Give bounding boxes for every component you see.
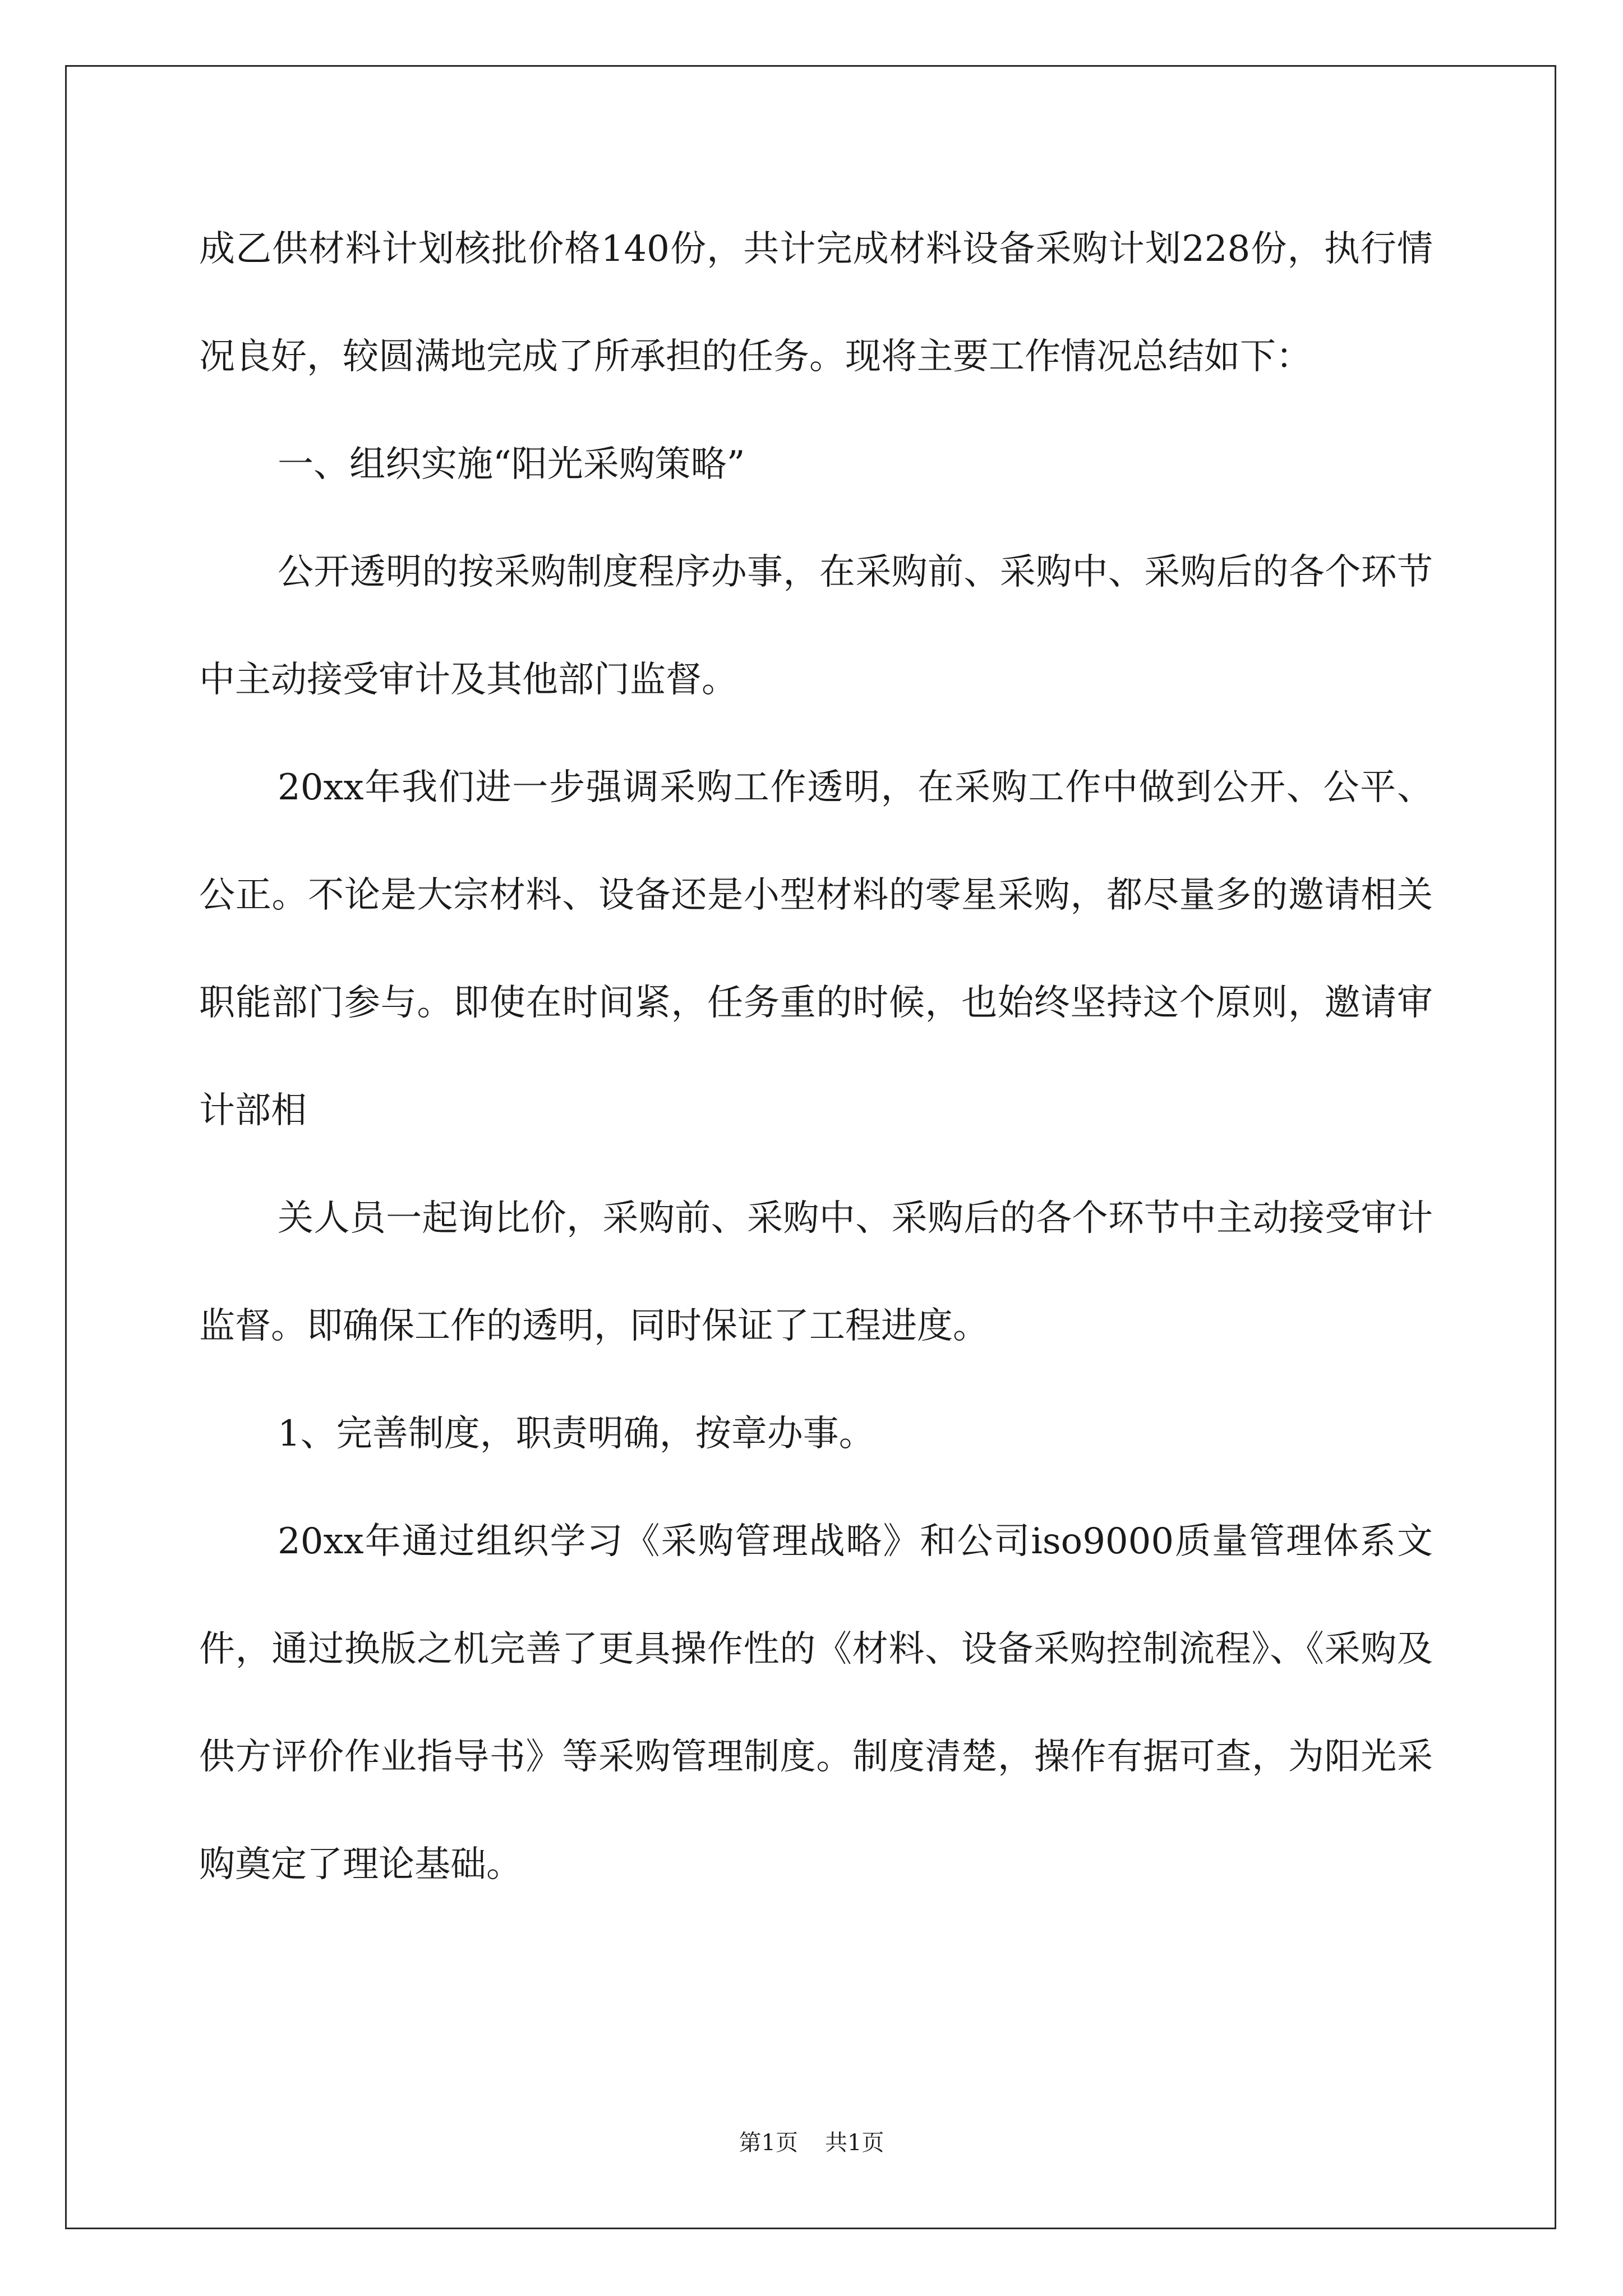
paragraph: 公开透明的按采购制度程序办事，在采购前、采购中、采购后的各个环节中主动接受审计及其他部门监督。 xyxy=(199,551,1433,701)
page-number: 第1页 xyxy=(739,2130,798,2156)
document-body xyxy=(199,195,1433,1918)
page-total: 共1页 xyxy=(825,2130,884,2156)
paragraph: 关人员一起询比价，采购前、采购中、采购后的各个环节中主动接受审计监督。即确保工作的透明，同时保证了工程进度。 xyxy=(199,1198,1433,1347)
section-heading: 一、组织实施“阳光采购策略” xyxy=(278,444,745,485)
paragraph: 20xx年通过组织学习《采购管理战略》和公司iso9000质量管理体系文件，通过换版之机完善了更具操作性的《材料、设备采购控制流程》、《采购及供方评价作业指导书》等采购管理制度。制度清楚，操作有据可查，为阳光采购奠定了理论基础。 xyxy=(199,1521,1433,1885)
subsection-heading: 1、完善制度，职责明确，按章办事。 xyxy=(278,1413,875,1455)
paragraph-intro: 成乙供材料计划核批价格140份，共计完成材料设备采购计划228份，执行情况良好，较圆满地完成了所承担的任务。现将主要工作情况总结如下： xyxy=(199,228,1433,378)
page-footer xyxy=(0,2125,1623,2157)
paragraph: 20xx年我们进一步强调采购工作透明，在采购工作中做到公开、公平、公正。不论是大宗材料、设备还是小型材料的零星采购，都尽量多的邀请相关职能部门参与。即使在时间紧，任务重的时候，也始终坚持这个原则，邀请审计部相 xyxy=(199,767,1433,1131)
